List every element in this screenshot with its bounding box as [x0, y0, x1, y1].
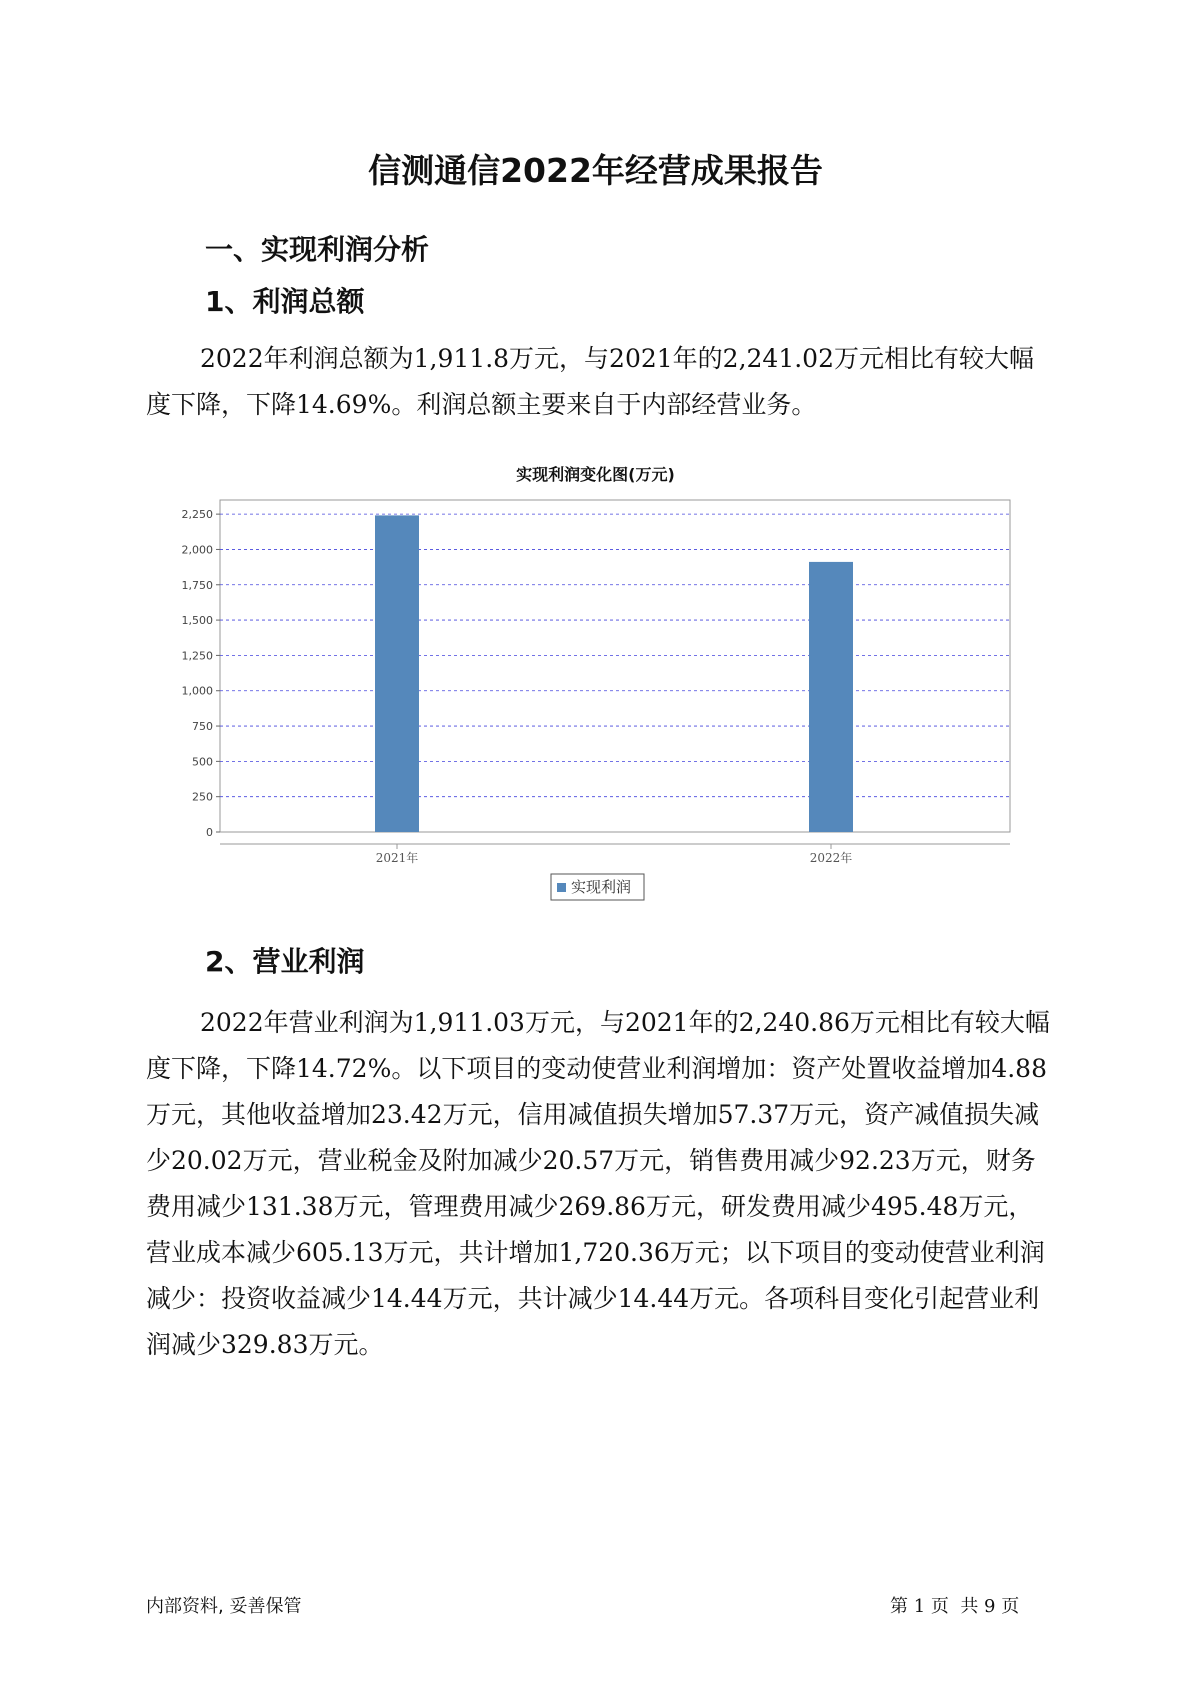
paragraph-operating-profit: 2022年营业利润为1,911.03万元，与2021年的2,240.86万元相比有较大幅度下降，下降14.72%。以下项目的变动使营业利润增加：资产处置收益增加4.88万元，其他收益增加23.42万元，信用减值损失增加57.37万元，资产减值损失减少20.02万元，营业税金及附加减少20.57万元，销售费用减少92.23万元，财务费用减少131.38万元，管理费用减少269.86万元，研发费用减少495.48万元，营业成本减少605.13万元，共计增加1,720.36万元；以下项目的变动使营业利润减少：投资收益减少14.44万元，共计减少14.44万元。各项科目变化引起营业利润减少329.83万元。 — [146, 1008, 1050, 1359]
legend-label: 实现利润 — [571, 878, 632, 896]
footer-page-number: 第 1 页 共 9 页 — [890, 1596, 1020, 1617]
y-tick-label: 2,250 — [181, 508, 213, 522]
bar — [375, 515, 419, 832]
bar — [809, 562, 853, 832]
plot-area — [220, 500, 1010, 832]
x-tick-label: 2021年 — [375, 851, 419, 865]
paragraph-profit-total: 2022年利润总额为1,911.8万元，与2021年的2,241.02万元相比有较大幅度下降，下降14.69%。利润总额主要来自于内部经营业务。 — [146, 344, 1034, 419]
y-tick-label: 1,750 — [181, 578, 213, 592]
x-tick-label: 2022年 — [809, 851, 853, 865]
y-tick-label: 2,000 — [181, 543, 213, 557]
y-tick-label: 1,000 — [181, 684, 213, 698]
section-heading: 一、实现利润分析 — [205, 233, 430, 266]
y-tick-label: 500 — [192, 755, 213, 769]
y-tick-label: 0 — [206, 826, 213, 839]
legend-swatch — [557, 883, 566, 892]
subsection-heading-operating-profit: 2、营业利润 — [205, 945, 365, 978]
subsection-heading-profit-total: 1、利润总额 — [205, 285, 365, 318]
y-tick-label: 750 — [192, 720, 213, 734]
chart-title: 实现利润变化图(万元) — [516, 465, 675, 484]
y-tick-label: 1,500 — [181, 614, 213, 628]
y-tick-label: 250 — [192, 790, 213, 804]
footer-confidential-note: 内部资料, 妥善保管 — [146, 1596, 302, 1617]
y-tick-label: 1,250 — [181, 649, 213, 663]
page-title: 信测通信2022年经营成果报告 — [368, 151, 823, 190]
